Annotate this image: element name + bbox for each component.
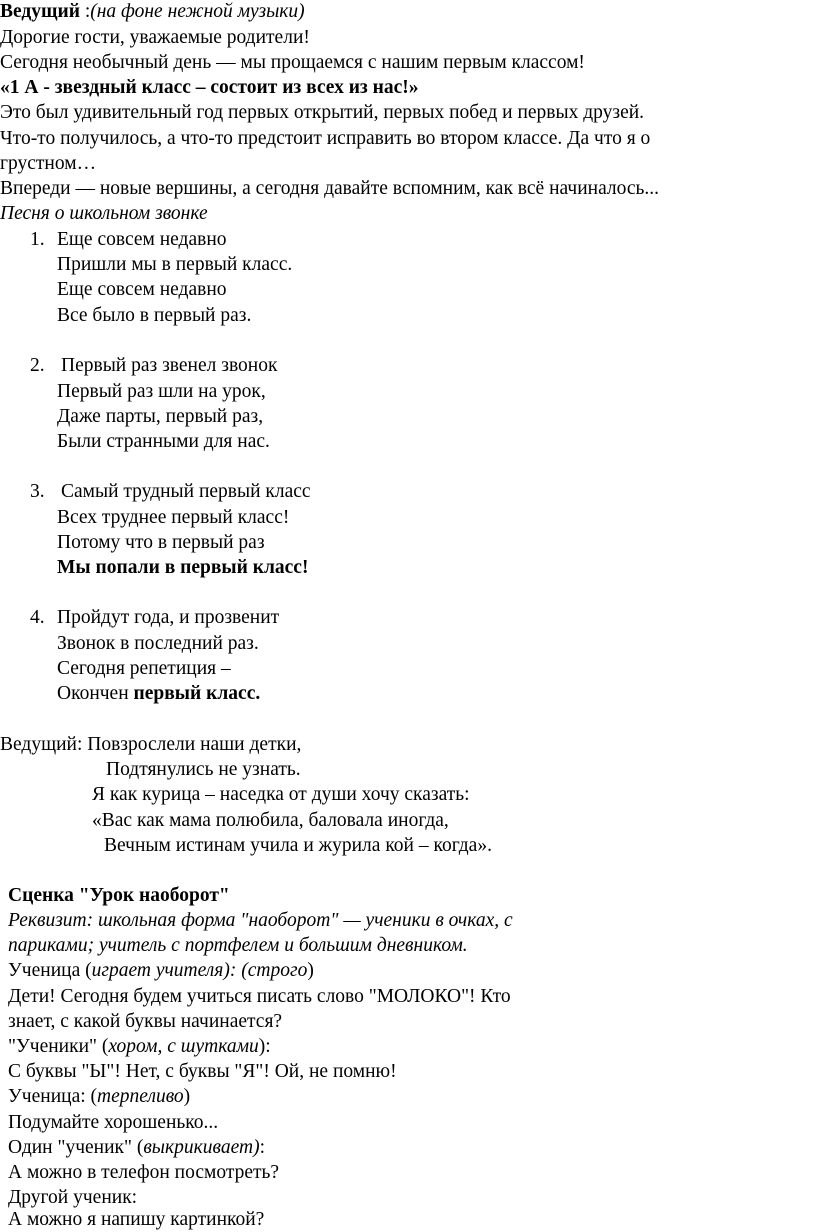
verse-4-last-line (57, 682, 260, 706)
intro-line-5: грустном… (0, 153, 97, 174)
role-direction (8, 1085, 190, 1109)
verse-3-line: Потому что в первый раз (57, 532, 265, 553)
intro-line-6: Впереди — новые вершины, а сегодня давайте вспомним, как всё начиналось... (0, 178, 660, 199)
role-name: "Ученики" ( (8, 1036, 109, 1057)
intro-line-3: Это был удивительный год первых открытий, первых побед и первых друзей. (0, 102, 645, 123)
host-poem-line-2: Подтянулись не узнать. (106, 759, 301, 780)
host-poem-text: Повзрослели наши детки, (87, 734, 302, 755)
role-punct: ) (307, 960, 314, 981)
scene-title: Сценка "Урок наоборот" (8, 885, 230, 906)
role-punct: ) (183, 1086, 191, 1107)
host-poem-line-1 (0, 733, 301, 757)
verse-4-number: 4. (30, 607, 45, 628)
role-name: Один "ученик" ( (8, 1137, 144, 1158)
host-label-2: Ведущий: (0, 734, 88, 755)
host-poem-line-4: «Вас как мама полюбила, баловала иногда, (92, 810, 449, 831)
intro-line-4: Что-то получилось, а что-то предстоит исправить во втором классе. Да что я о (0, 128, 651, 149)
scene-line: Подумайте хорошенько... (8, 1112, 219, 1133)
scene-line: А можно в телефон посмотреть? (8, 1162, 280, 1183)
verse-3-line: Всех труднее первый класс! (57, 507, 290, 528)
verse-2-line: Даже парты, первый раз, (57, 406, 264, 427)
host-intro-line (0, 0, 305, 24)
host-label: Ведущий (0, 1, 80, 22)
scene-line: знает, с какой буквы начинается? (8, 1011, 283, 1032)
role-note: терпеливо (97, 1086, 184, 1107)
role-note: играет учителя) (91, 960, 230, 981)
role-note: хором, с шутками (108, 1036, 259, 1057)
role-punct: : ( (229, 960, 248, 981)
role-name: Ученица ( (8, 960, 92, 981)
verse-1-line: Еще совсем недавно (57, 229, 227, 250)
role-note: строго (247, 960, 308, 981)
verse-1-line: Все было в первый раз. (57, 305, 252, 326)
verse-2-number: 2. (30, 355, 45, 376)
verse-3-line-bold: Мы попали в первый класс! (57, 557, 309, 578)
stage-note: (на фоне нежной музыки) (90, 1, 305, 22)
verse-3-line: Самый трудный первый класс (61, 481, 311, 502)
verse-1-number: 1. (30, 229, 45, 250)
host-poem-line-5: Вечным истинам учила и журила кой – когда». (104, 835, 492, 856)
role-punct: : (259, 1137, 265, 1158)
verse-1-line: Еще совсем недавно (57, 279, 227, 300)
verse-4-last-plain: Окончен (57, 683, 134, 704)
verse-4-line: Сегодня репетиция – (57, 658, 231, 679)
role-name: Ученица: ( (8, 1086, 98, 1107)
verse-4-last-bold: первый класс. (133, 683, 261, 704)
verse-2-line: Были странными для нас. (57, 431, 270, 452)
verse-3-number: 3. (30, 481, 45, 502)
host-separator: : (79, 1, 91, 22)
class-motto: «1 А - звездный класс – состоит из всех из нас!» (0, 77, 419, 98)
scene-line: С буквы "Ы"! Нет, с буквы "Я"! Ой, не помню! (8, 1061, 397, 1082)
intro-line-2: Сегодня необычный день — мы прощаемся с нашим первым классом! (0, 52, 585, 73)
verse-1-line: Пришли мы в первый класс. (57, 254, 293, 275)
role-note: выкрикивает) (143, 1137, 260, 1158)
role-punct: ): (258, 1036, 271, 1057)
verse-2-line: Первый раз шли на урок, (57, 381, 266, 402)
intro-line-1: Дорогие гости, уважаемые родители! (0, 27, 310, 48)
scene-props-line-2: париками; учитель с портфелем и большим дневником. (8, 935, 468, 956)
scene-props-line-1: Реквизит: школьная форма "наоборот" — ученики в очках, с (8, 910, 513, 931)
verse-2-line: Первый раз звенел звонок (61, 355, 278, 376)
role-direction (8, 959, 314, 983)
role-direction (8, 1136, 265, 1160)
verse-4-line: Звонок в последний раз. (57, 633, 259, 654)
verse-4-line: Пройдут года, и прозвенит (57, 607, 280, 628)
scene-line: Дети! Сегодня будем учиться писать слово "МОЛОКО"! Кто (8, 986, 511, 1007)
role-direction (8, 1035, 271, 1059)
host-poem-line-3: Я как курица – наседка от души хочу сказать: (92, 784, 470, 805)
scene-line: А можно я напишу картинкой? (8, 1209, 265, 1230)
song-title: Песня о школьном звонке (0, 203, 208, 224)
scene-line: Другой ученик: (8, 1187, 138, 1208)
